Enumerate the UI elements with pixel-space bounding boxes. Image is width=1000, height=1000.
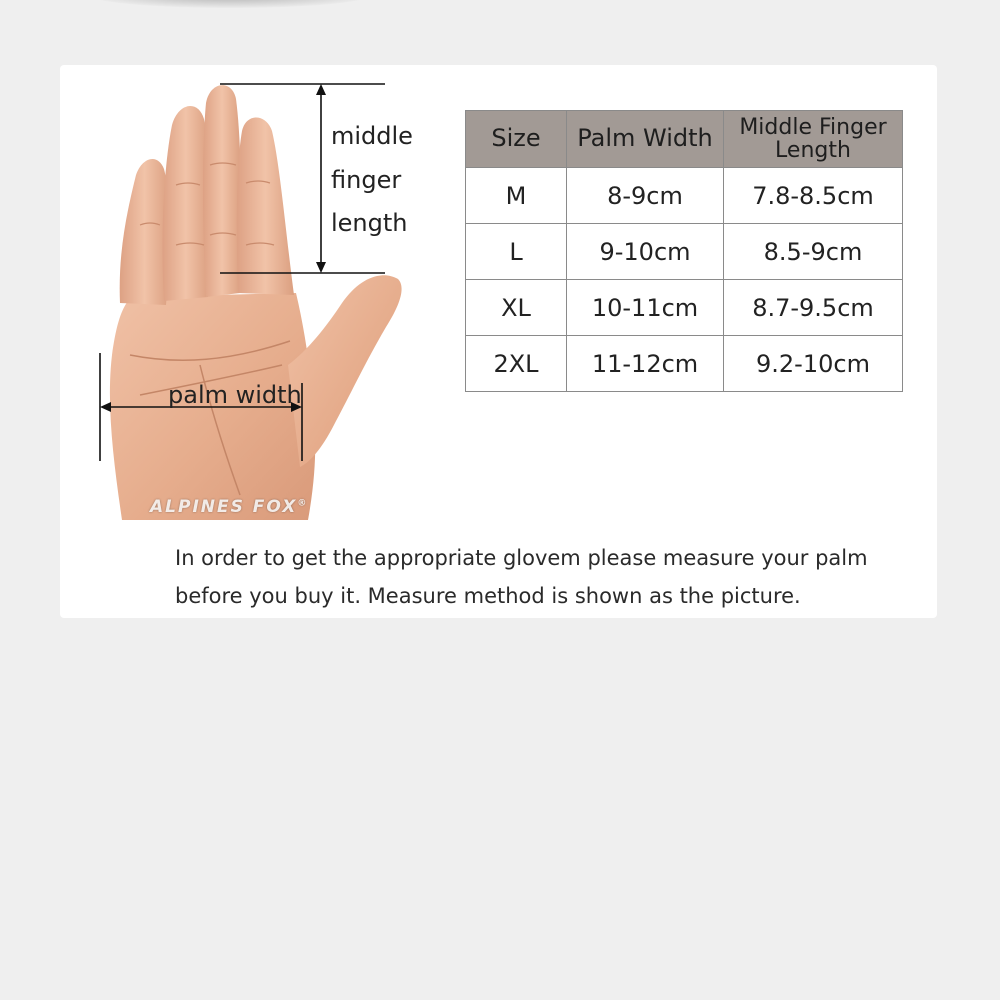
table-row [466,168,903,224]
middle-finger-label-line3: length [331,209,408,237]
brand-watermark [150,497,308,517]
product-shadow [90,0,370,8]
palm-width-cell: 9-10cm [567,224,724,280]
table-row [466,280,903,336]
header-middle-finger-length [724,111,903,168]
registered-mark: ® [297,498,309,509]
finger-length-cell: 9.2-10cm [724,336,903,392]
size-cell: L [466,224,567,280]
header-palm-width: Palm Width [567,111,724,168]
header-middle-finger-line1: Middle Finger [739,114,887,140]
palm-width-cell: 11-12cm [567,336,724,392]
hand-icon [110,85,402,520]
table-row [466,224,903,280]
instructions-line1: In order to get the appropriate glovem please measure your palm [175,546,868,570]
palm-width-label: palm width [168,381,302,409]
middle-finger-label-line2: finger [331,166,402,194]
measurement-instructions [175,539,915,615]
finger-length-cell: 8.5-9cm [724,224,903,280]
header-size: Size [466,111,567,168]
middle-finger-label-line1: middle [331,122,413,150]
size-cell: 2XL [466,336,567,392]
size-chart-table [465,110,903,392]
table-row [466,336,903,392]
size-cell: M [466,168,567,224]
instructions-line2: before you buy it. Measure method is shown as the picture. [175,584,801,608]
palm-width-cell: 10-11cm [567,280,724,336]
size-cell: XL [466,280,567,336]
brand-watermark-text: ALPINES FOX [150,497,298,517]
size-guide-card [60,65,937,618]
finger-length-cell: 8.7-9.5cm [724,280,903,336]
header-middle-finger-line2: Length [775,138,851,163]
palm-width-cell: 8-9cm [567,168,724,224]
table-header-row [466,111,903,168]
finger-length-cell: 7.8-8.5cm [724,168,903,224]
